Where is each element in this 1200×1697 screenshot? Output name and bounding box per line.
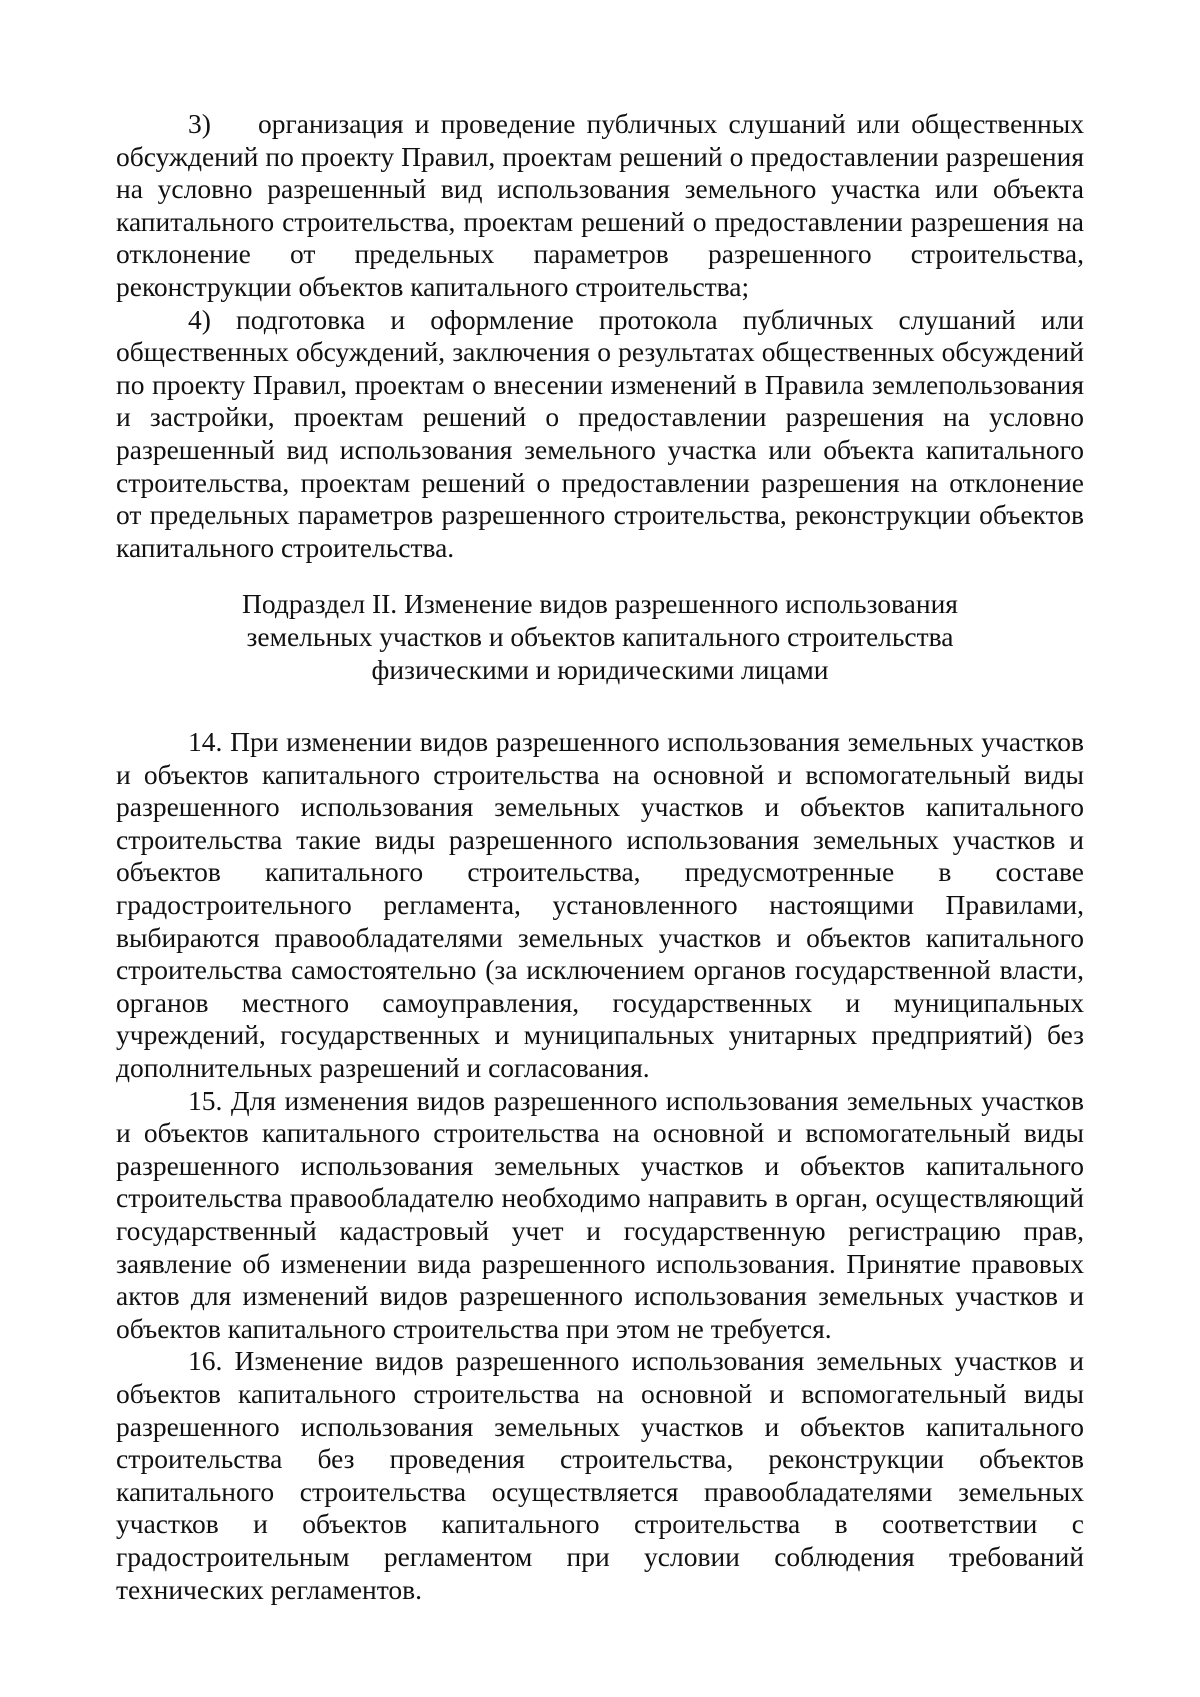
list-item-4: 4) подготовка и оформление протокола публичных слушаний или общественных обсуждений, заключения о результатах общественных обсуждений по проекту Правил, проектам о внесении изменений в Правила землепользования и застройки, проектам решений о предоставлении разрешения на условно разрешенный вид использования земельного участка или объекта капитального строительства, проектам решений о предоставлении разрешения на отклонение от предельных параметров разрешенного строительства, реконструкции объектов капитального строительства. [116,303,1084,563]
list-item-number: 3) [188,108,211,139]
paragraph-14: 14. При изменении видов разрешенного использования земельных участков и объектов капитального строительства на основной и вспомогательный виды разрешенного использования земельных участков и объектов капитального строительства такие виды разрешенного использования земельных участков и объектов капитального строительства, предусмотренные в составе градостроительного регламента, установленного настоящими Правилами, выбираются правообладателями земельных участков и объектов капитального строительства самостоятельно (за исключением органов государственной власти, органов местного самоуправления, государственных и муниципальных учреждений, государственных и муниципальных унитарных предприятий) без дополнительных разрешений и согласования. [116,726,1084,1084]
document-page [116,108,1084,1606]
section-title: Подраздел II. Изменение видов разрешенного использования земельных участков и объектов капитального строительства физическими и юридическими лицами [242,588,958,685]
list-item-3 [116,108,1084,304]
paragraph-15: 15. Для изменения видов разрешенного использования земельных участков и объектов капитального строительства на основной и вспомогательный виды разрешенного использования земельных участков и объектов капитального строительства правообладателю необходимо направить в орган, осуществляющий государственный кадастровый учет и государственную регистрацию прав, заявление об изменении вида разрешенного использования. Принятие правовых актов для изменений видов разрешенного использования земельных участков и объектов капитального строительства при этом не требуется. [116,1084,1084,1344]
list-item-text: организация и проведение публичных слушаний или общественных обсуждений по проекту Правил, проектам решений о предоставлении разрешения на условно разрешенный вид использования земельного участка или объекта капитального строительства, проектам решений о предоставлении разрешения на отклонение от предельных параметров разрешенного строительства, реконструкции объектов капитального строительства; [116,108,1084,302]
paragraph-16: 16. Изменение видов разрешенного использования земельных участков и объектов капитального строительства на основной и вспомогательный виды разрешенного использования земельных участков и объектов капитального строительства без проведения строительства, реконструкции объектов капитального строительства осуществляется правообладателями земельных участков и объектов капитального строительства в соответствии с градостроительным регламентом при условии соблюдения требований технических регламентов. [116,1345,1084,1605]
